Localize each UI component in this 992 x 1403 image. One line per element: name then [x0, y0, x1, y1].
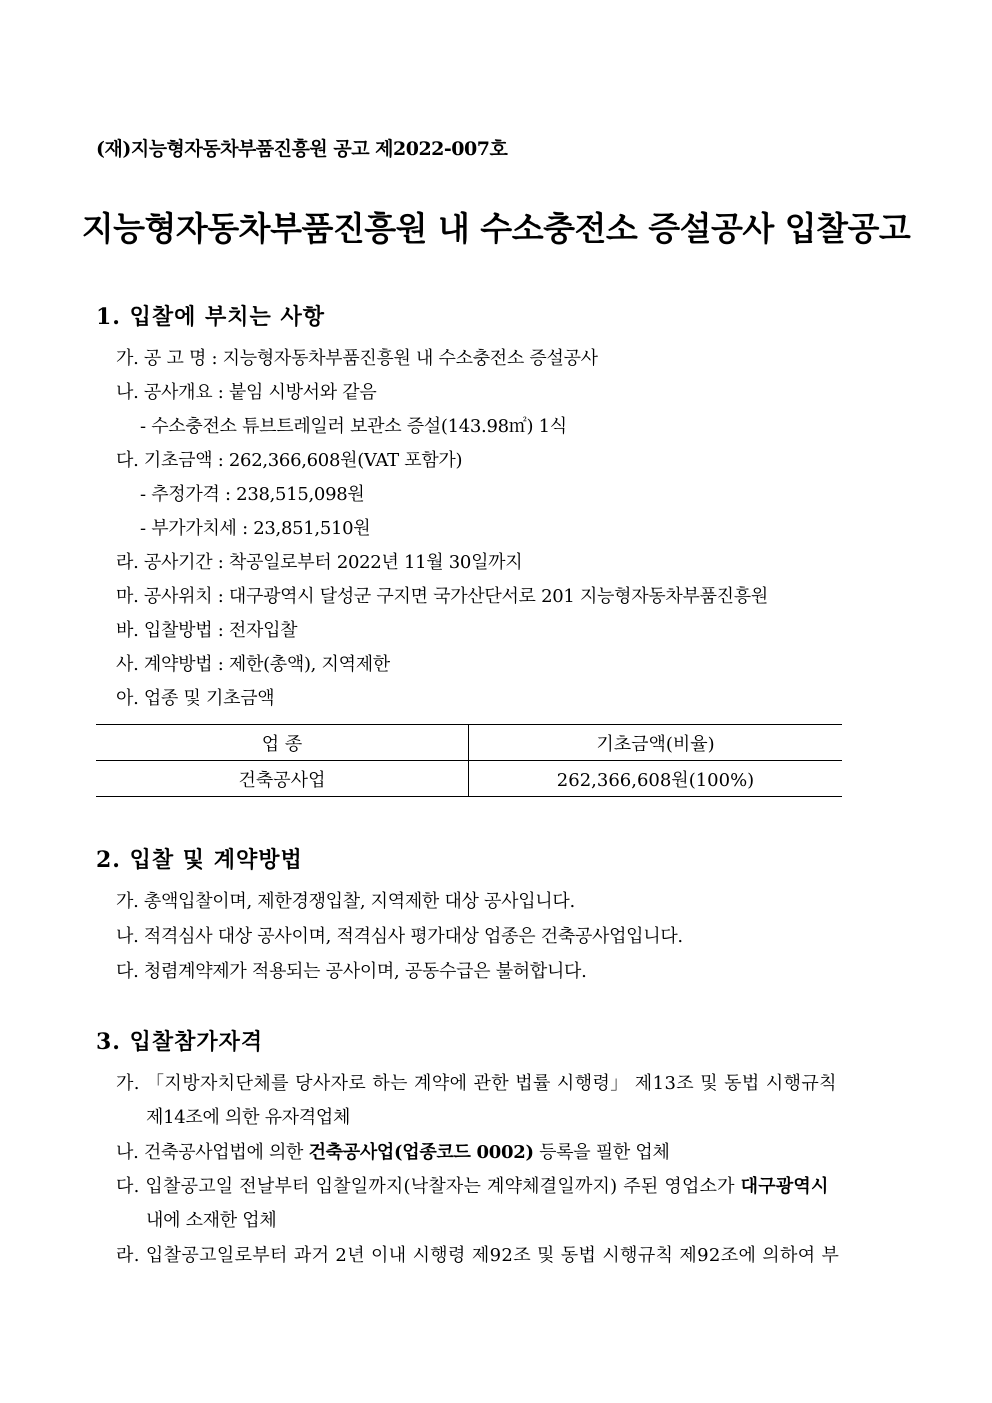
s3-item-ra: 라. 입찰공고일로부터 과거 2년 이내 시행령 제92조 및 동법 시행규칙 제92조에 의하여 부: [116, 1245, 840, 1266]
s2-item-ga: 가. 총액입찰이며, 제한경쟁입찰, 지역제한 대상 공사입니다.: [116, 891, 575, 912]
s2-item-na: 나. 적격심사 대상 공사이며, 적격심사 평가대상 업종은 건축공사업입니다.: [116, 926, 683, 947]
s3-item-da: [116, 1172, 829, 1198]
s1-item-da-sub1: - 추정가격 : 238,515,098원: [140, 484, 365, 505]
section-2-heading: 2. 입찰 및 계약방법: [96, 847, 303, 873]
s3-item-na: [116, 1138, 670, 1164]
s1-item-sa: 사. 계약방법 : 제한(총액), 지역제한: [116, 654, 390, 675]
s1-item-da-sub2: - 부가가치세 : 23,851,510원: [140, 518, 371, 539]
section-1-heading: 1. 입찰에 부치는 사항: [96, 304, 325, 330]
s1-item-ga: 가. 공 고 명 : 지능형자동차부품진흥원 내 수소충전소 증설공사: [116, 348, 598, 369]
section-3-heading: 3. 입찰참가자격: [96, 1029, 264, 1055]
table-header-row: [96, 725, 842, 761]
table-cell: 건축공사업: [96, 761, 469, 797]
s1-item-a: 아. 업종 및 기초금액: [116, 688, 275, 709]
table-header-cell: 업 종: [96, 725, 469, 761]
s3-na-text: 나. 건축공사업법에 의한: [116, 1142, 309, 1163]
s3-da-text: 다. 입찰공고일 전날부터 입찰일까지(낙찰자는 계약체결일까지) 주된 영업소가: [116, 1176, 741, 1197]
s1-item-na: 나. 공사개요 : 붙임 시방서와 같음: [116, 382, 377, 403]
s3-da-bold-text: 대구광역시: [740, 1176, 829, 1197]
table-header-cell: 기초금액(비율): [469, 725, 843, 761]
document-title: 지능형자동차부품진흥원 내 수소충전소 증설공사 입찰공고: [81, 209, 911, 248]
table-cell: 262,366,608원(100%): [469, 761, 843, 797]
s1-item-ma: 마. 공사위치 : 대구광역시 달성군 구지면 국가산단서로 201 지능형자동차부품진흥원: [116, 586, 768, 607]
industry-base-price-table: [96, 724, 842, 797]
s1-item-na-sub: - 수소충전소 튜브트레일러 보관소 증설(143.98㎡) 1식: [140, 416, 567, 437]
s1-item-da: 다. 기초금액 : 262,366,608원(VAT 포함가): [116, 450, 463, 471]
s3-na-bold-text: 건축공사업(업종코드 0002): [308, 1142, 534, 1163]
s1-item-ra: 라. 공사기간 : 착공일로부터 2022년 11월 30일까지: [116, 552, 523, 573]
s3-item-da-cont: 내에 소재한 업체: [146, 1210, 277, 1231]
s1-item-ba: 바. 입찰방법 : 전자입찰: [116, 620, 298, 641]
s3-item-ga-cont: 제14조에 의한 유자격업체: [146, 1107, 351, 1128]
s3-item-ga: 가. 「지방자치단체를 당사자로 하는 계약에 관한 법률 시행령」 제13조 및 동법 시행규칙: [116, 1073, 837, 1094]
table-row: [96, 761, 842, 797]
s2-item-da: 다. 청렴계약제가 적용되는 공사이며, 공동수급은 불허합니다.: [116, 961, 587, 982]
notice-reference-number: (재)지능형자동차부품진흥원 공고 제2022-007호: [96, 138, 508, 160]
s3-na-text-end: 등록을 필한 업체: [533, 1142, 670, 1163]
